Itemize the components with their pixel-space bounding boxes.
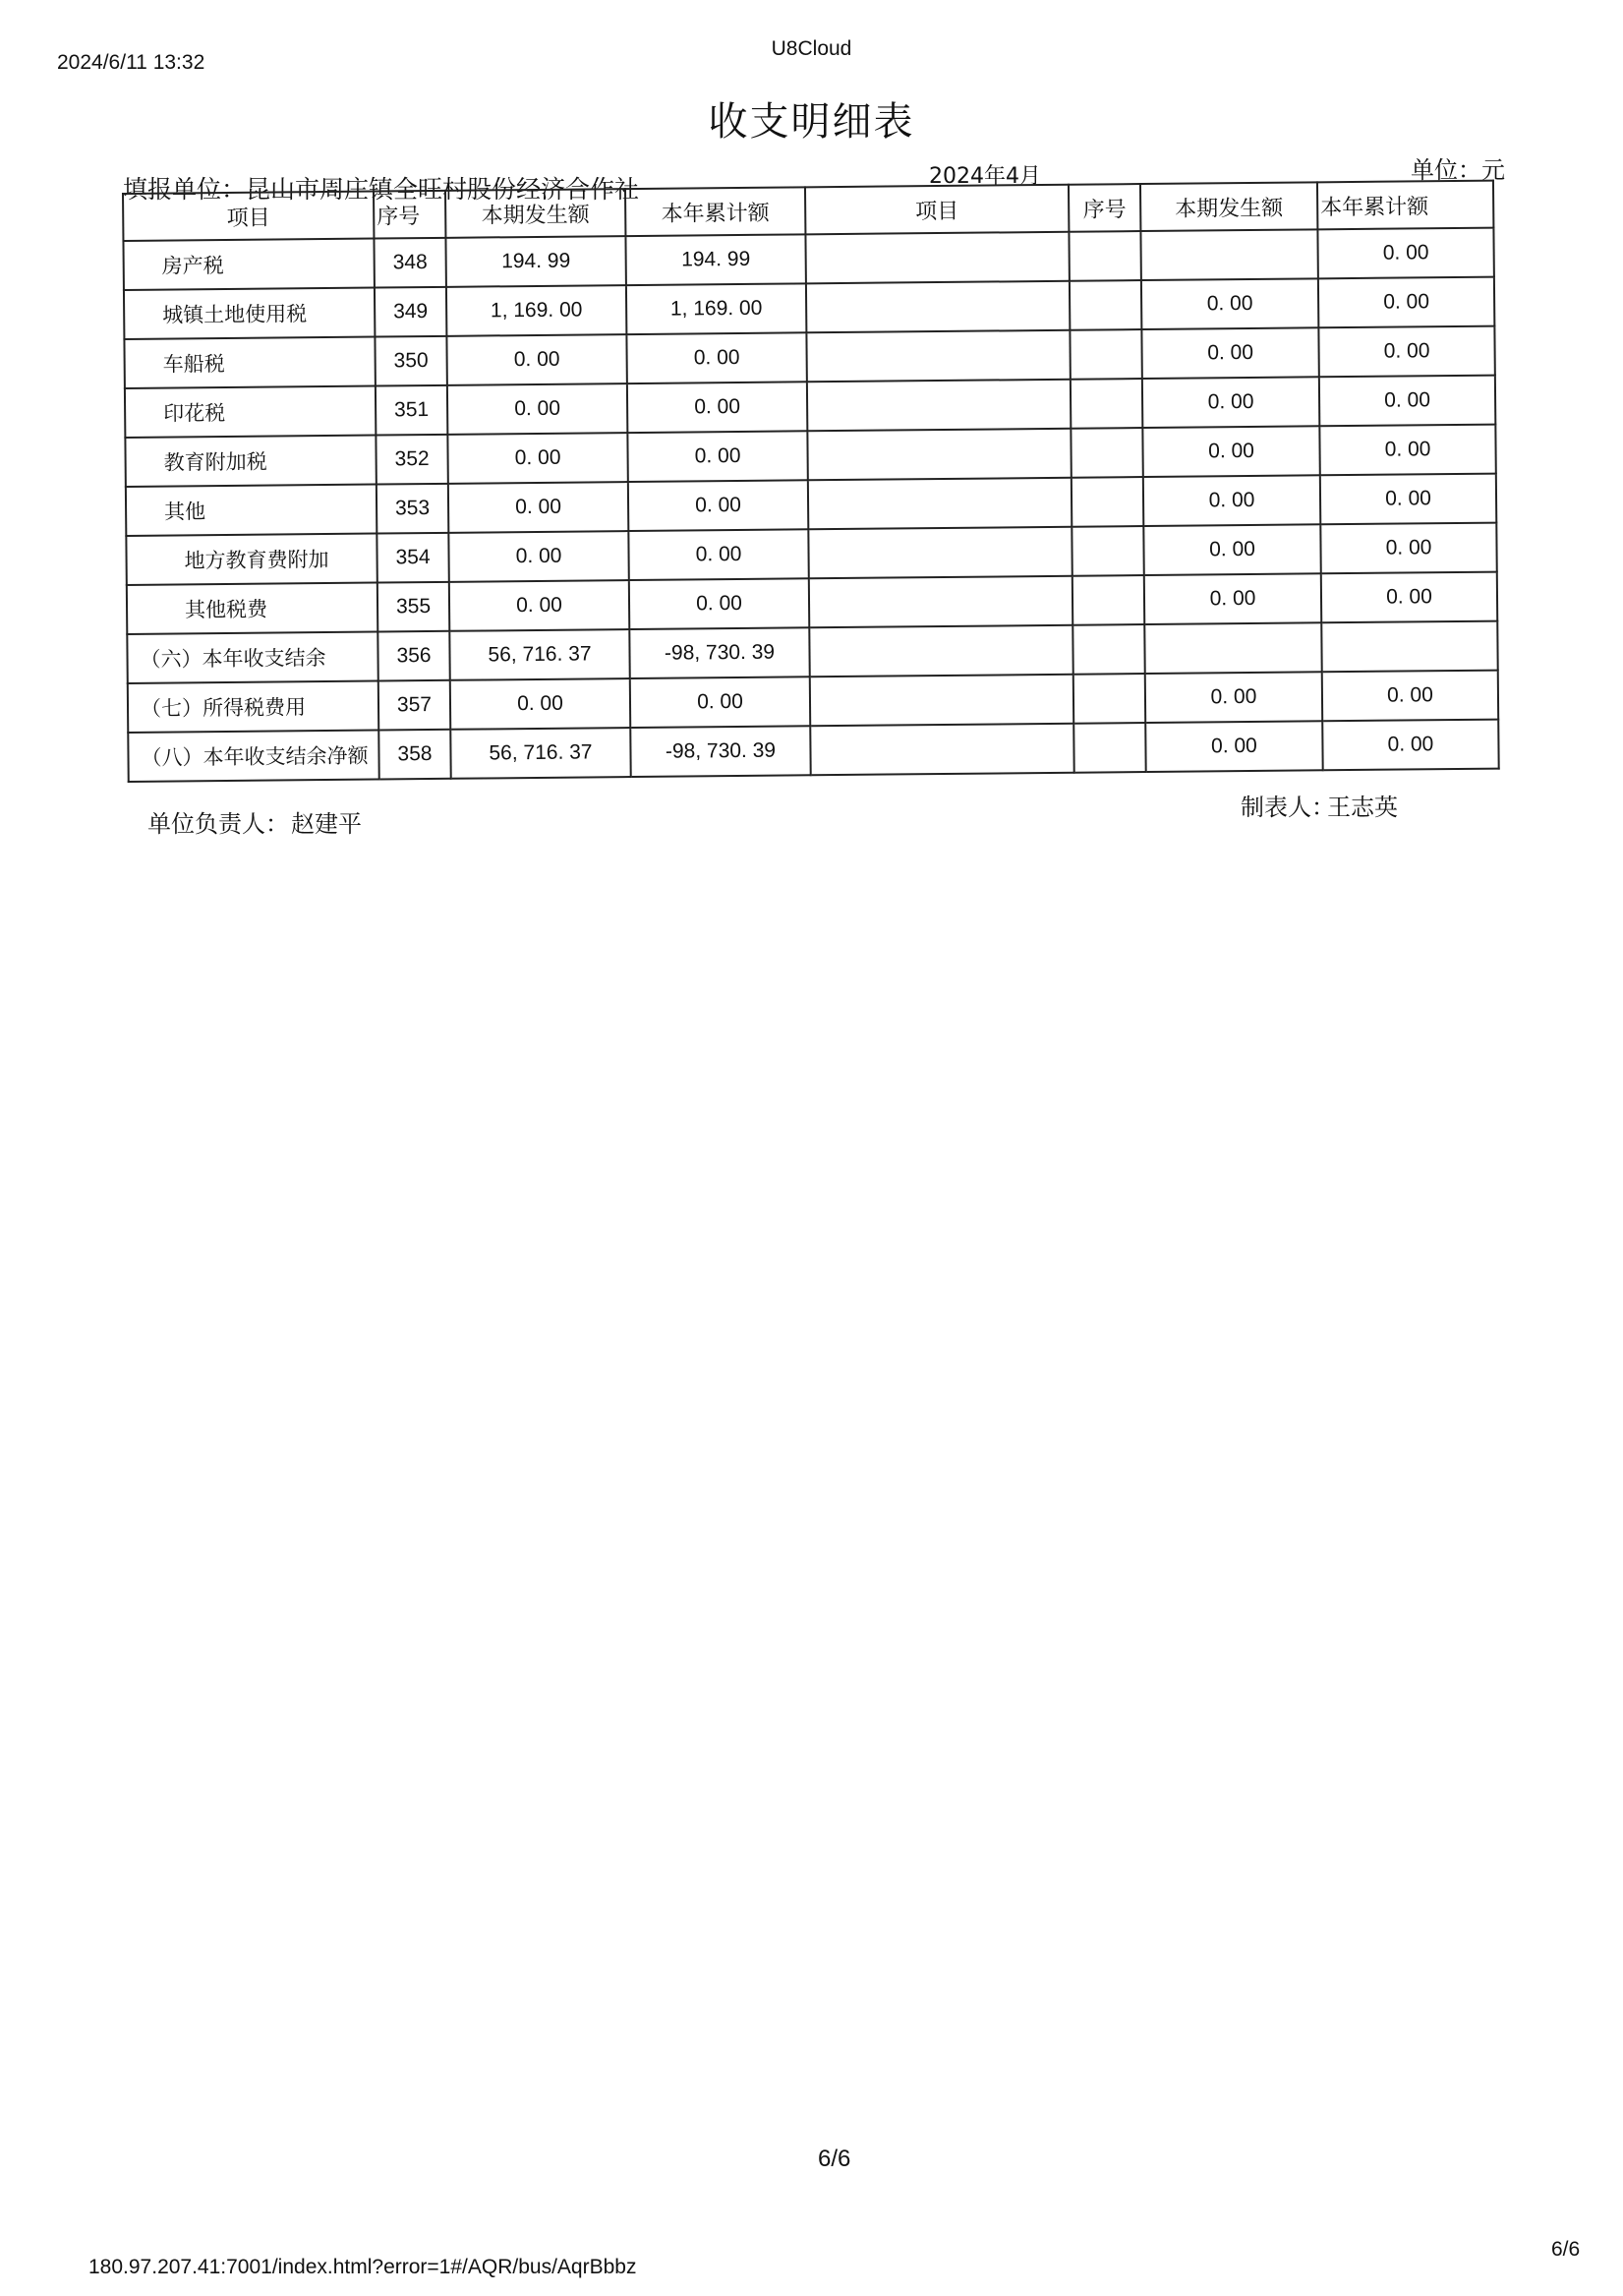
row-ytd-right: 0. 00 [1322,720,1498,771]
row-current-right: 0. 00 [1141,278,1318,329]
row-item: 印花税 [125,386,376,438]
row-item-right [808,527,1072,579]
row-current: 1, 169. 00 [446,285,626,336]
row-item: 城镇土地使用税 [124,288,375,339]
row-current: 0. 00 [447,383,627,435]
row-seq: 356 [377,631,449,681]
leader-name: 赵建平 [291,810,362,838]
row-current-right [1144,622,1321,674]
row-seq-right [1072,526,1143,576]
preparer-label: 制表人： [1241,794,1335,821]
row-item-right [810,724,1073,776]
page-number-right: 6/6 [1551,2238,1581,2261]
row-item-right [809,625,1072,677]
row-ytd-right: 0. 00 [1318,326,1494,378]
row-seq: 354 [377,533,448,583]
row-seq: 351 [376,385,447,436]
row-item: 车船税 [124,337,375,388]
row-seq: 348 [374,238,445,288]
row-current: 0. 00 [448,531,628,582]
row-ytd-right: 0. 00 [1320,474,1496,525]
col-header-seq: 序号 [374,191,445,239]
col-header-ytd-right: 本年累计额 [1317,181,1493,230]
row-seq: 349 [375,287,446,337]
row-item-right [806,330,1070,383]
report-title: 收支明细表 [708,99,915,145]
row-ytd-right [1321,621,1497,673]
row-current: 0. 00 [447,433,627,484]
row-current-right: 0. 00 [1145,721,1322,772]
row-ytd-right: 0. 00 [1319,425,1495,476]
row-seq-right [1071,379,1142,429]
row-item: 教育附加税 [125,436,376,487]
row-seq-right [1073,723,1145,773]
row-item-right [805,232,1069,284]
row-item-right [809,576,1072,628]
row-current-right: 0. 00 [1144,573,1321,624]
row-seq: 357 [378,680,450,731]
row-seq: 358 [378,730,450,780]
row-item: （七）所得税费用 [128,681,378,733]
row-seq-right [1070,280,1141,330]
row-ytd: 0. 00 [630,677,810,728]
row-ytd-right: 0. 00 [1322,671,1498,722]
app-name: U8Cloud [771,37,852,60]
row-ytd: 194. 99 [625,234,805,285]
row-ytd-right: 0. 00 [1321,572,1497,623]
print-date: 2024/6/11 13:32 [57,51,205,74]
row-current-right: 0. 00 [1142,426,1319,477]
row-ytd: -98, 730. 39 [630,726,810,777]
row-current-right: 0. 00 [1141,327,1318,379]
col-header-ytd: 本年累计额 [625,187,805,236]
row-seq: 352 [376,435,447,485]
leader-label: 单位负责人： [147,810,289,838]
page-url: 180.97.207.41:7001/index.html?error=1#/AQR/bus/AqrBbbz [88,2256,637,2278]
row-current: 194. 99 [445,236,625,287]
row-ytd-right: 0. 00 [1317,228,1493,279]
row-current-right: 0. 00 [1143,524,1320,575]
row-item: 地方教育费附加 [126,534,377,585]
row-item-right [810,675,1073,727]
row-item-right [808,478,1072,530]
row-ytd-right: 0. 00 [1319,376,1495,427]
row-seq: 355 [377,582,449,632]
preparer-name: 王志英 [1327,794,1398,821]
row-seq-right [1070,329,1141,380]
row-item: 其他税费 [127,583,377,634]
row-ytd: 0. 00 [628,529,808,580]
row-seq-right [1071,428,1142,478]
row-current-right: 0. 00 [1142,377,1319,428]
row-current: 0. 00 [446,334,626,385]
row-item: 其他 [126,485,377,536]
row-item-right [807,429,1071,481]
row-ytd: 0. 00 [627,382,807,433]
row-item: （八）本年收支结余净额 [128,731,378,782]
row-seq: 350 [375,336,446,386]
col-header-current: 本期发生额 [445,189,625,238]
row-current-right: 0. 00 [1143,475,1320,526]
row-current: 0. 00 [448,482,628,533]
col-header-item: 项目 [123,192,374,241]
reporting-unit: 填报单位：昆山市周庄镇全旺村股份经济合作社 [123,175,640,204]
row-ytd-right: 0. 00 [1318,277,1494,328]
row-seq-right [1073,674,1145,724]
row-seq-right [1072,624,1144,675]
row-ytd: 0. 00 [627,431,807,482]
report-period: 2024年4月 [929,164,1041,189]
row-seq: 353 [377,484,448,534]
row-item: （六）本年收支结余 [127,632,377,683]
row-current: 0. 00 [449,580,629,631]
col-header-item-right: 项目 [805,185,1069,235]
row-current-right [1140,229,1317,280]
row-ytd: 1, 169. 00 [626,283,806,334]
row-item: 房产税 [123,239,374,290]
row-seq-right [1072,575,1144,625]
row-item-right [806,281,1070,333]
page-number-center: 6/6 [818,2146,851,2172]
row-item-right [807,380,1071,432]
row-ytd-right: 0. 00 [1320,523,1496,574]
row-current: 56, 716. 37 [450,728,630,779]
detail-table [122,180,1500,783]
col-header-seq-right: 序号 [1069,184,1140,232]
row-current-right: 0. 00 [1145,672,1322,723]
row-ytd: 0. 00 [628,480,808,531]
currency-unit: 单位：元 [1411,156,1505,184]
row-ytd: 0. 00 [629,578,809,629]
row-ytd: -98, 730. 39 [629,627,809,678]
row-ytd: 0. 00 [626,332,806,383]
row-current: 56, 716. 37 [449,629,629,680]
row-seq-right [1072,477,1143,527]
row-seq-right [1069,231,1140,281]
col-header-current-right: 本期发生额 [1140,182,1317,231]
row-current: 0. 00 [450,678,630,730]
